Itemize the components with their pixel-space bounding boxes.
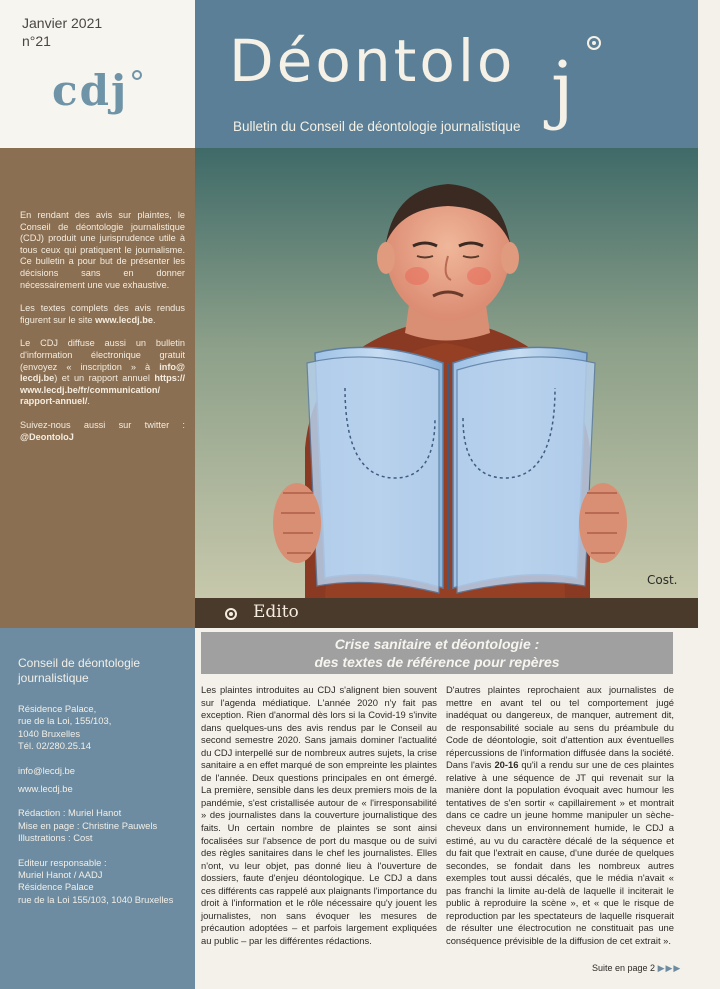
address-line: Résidence Palace, <box>18 703 97 714</box>
intro-paragraph: En rendant des avis sur plaintes, le Conseil de déontologie journalistique (CDJ) produit une jurisprudence utile à tous ceux qui pratiquent le journalisme. Ce bulletin a pour but de présenter les décisions sans en donner nécessairement une vue exhaustive. <box>20 210 185 290</box>
article-text: D'autres plaintes reprochaient aux journalistes de mettre en avant tel ou tel comportement jugé inadéquat ou dangereux, de manquer, autrement dit, de responsabilité sociale au sens du préambule du Code de déontologie, soit d'attention aux éventuelles répercussions de l'information diffusée dans la société. Dans l'avis <box>446 684 674 771</box>
continued-note <box>592 963 681 974</box>
address-line: 1040 Bruxelles <box>18 727 81 739</box>
newsletter-email[interactable]: info@ lecdj.be <box>20 361 185 384</box>
address-block <box>18 703 187 753</box>
address-line: rue de la Loi, 155/103, <box>18 715 112 727</box>
twitter-paragraph <box>20 420 185 443</box>
article-right-column <box>446 684 674 947</box>
contact-website[interactable]: www.lecdj.be <box>18 783 73 795</box>
twitter-handle[interactable]: @DeontoloJ <box>20 431 74 442</box>
masthead-panel <box>195 0 698 148</box>
report-text: ) et un rapport annuel <box>54 373 155 384</box>
contact-sidebar <box>0 628 195 989</box>
logo-ring-icon <box>132 70 142 80</box>
online-block <box>18 765 187 796</box>
issue-date: Janvier 2021 <box>22 15 103 31</box>
arrow-icon: ▶▶▶ <box>657 963 682 973</box>
site-paragraph <box>20 303 185 326</box>
site-link[interactable]: www.lecdj.be <box>95 314 153 325</box>
continued-text: Suite en page 2 <box>592 963 656 973</box>
header-left-panel <box>0 0 195 148</box>
article-paragraph <box>446 684 674 947</box>
cdj-logo-text: cdj <box>52 66 129 115</box>
page-margin <box>698 0 720 989</box>
cover-illustration <box>195 148 698 598</box>
man-reading-mask-illustration <box>195 148 698 598</box>
masthead-title: Déontolo <box>229 27 516 95</box>
article-title <box>201 632 673 674</box>
newsletter-text: Le CDJ diffuse aussi un bulletin d'information électronique gratuit (envoyez « inscription » à <box>20 338 185 372</box>
article-text: qu'il a rendu sur une de ces plaintes relative à une séquence de JT qui revenait sur la manière dont la population évoquait avec humour les tentatives de s'en sortir « capillairement » et montrait dans ce cadre un jeune homme manipuler un sèche-cheveux dans un environnement humide, le CDJ a estimé, au vu du caractère décalé de la séquence et du fait que l'extrait en cause, d'une durée de quelques secondes, se fondait dans les nombreux autres exemples tout aussi décalés, que le média n'avait « pas franchi la limite au-delà de laquelle il inciterait le public à reproduire la scène », et « que le risque de reproduction par les spectateurs de laquelle risquerait de résulter une électrocution ne constituait pas une conséquence prévisible de la diffusion de cet extrait ». <box>446 759 674 946</box>
newsletter-paragraph <box>20 338 185 408</box>
site-end: . <box>152 314 156 325</box>
credit-layout: Mise en page : Christine Pauwels <box>18 819 158 831</box>
publisher-block <box>18 857 187 907</box>
intro-sidebar <box>0 148 195 628</box>
article-title-line: Crise sanitaire et déontologie : <box>334 636 540 652</box>
report-end: . <box>87 396 90 407</box>
publisher-name: Muriel Hanot / AADJ <box>18 869 103 881</box>
publisher-address: rue de la Loi 155/103, 1040 Bruxelles <box>18 893 174 905</box>
masthead-j-letter: j <box>551 46 574 132</box>
issue-info <box>22 14 102 50</box>
credit-illustrations: Illustrations : Cost <box>18 832 93 844</box>
contact-email[interactable]: info@lecdj.be <box>18 764 75 776</box>
article-title-line: des textes de référence pour repères <box>314 654 560 670</box>
report-link[interactable]: https:// www.lecdj.be/fr/communication/ rapport-annuel/ <box>20 373 185 407</box>
cdj-logo <box>52 66 128 115</box>
issue-number: n°21 <box>22 33 51 49</box>
eye-icon <box>225 608 237 620</box>
masthead-subtitle: Bulletin du Conseil de déontologie journalistique <box>233 119 521 134</box>
credits-block <box>18 807 187 844</box>
twitter-text: Suivez-nous aussi sur twitter : <box>20 419 185 430</box>
edito-label: Edito <box>253 602 299 622</box>
edito-bar <box>195 598 698 628</box>
eye-icon <box>587 36 601 50</box>
site-text: Les textes complets des avis rendus figurent sur le site <box>20 303 185 325</box>
article-left-column <box>201 684 437 947</box>
illustration-signature: Cost. <box>647 573 678 587</box>
publisher-label: Editeur responsable : <box>18 856 107 868</box>
article-paragraph: Les plaintes introduites au CDJ s'alignent bien souvent sur l'agenda médiatique. L'année 2020 n'y fait pas exception. Rien d'anormal dès lors si la Covid-19 s'invite dans quelques-uns des avis rendus par le Conseil au second semestre 2020. Sans jamais dominer l'actualité du CDJ interpellé sur de nombreux autres sujets, la crise sanitaire a en effet marqué de son empreinte les plaintes de l'année. Deux questions principales en ont émergé. La première, sensible dans les deux premiers mois de la pandémie, s'est cristallisée autour de « l'irresponsabilité » des journalistes dans la couverture journalistique des faits. Un certain nombre de plaintes se sont ainsi focalisées sur l'absence de port du masque ou de suivi des règles sanitaires dans le chef les journalistes. Elles n'ont, vu leur objet, pas donné lieu à l'ouverture de dossiers, faute d'enjeu déontologique. Le CDJ a dans ces différents cas rappelé aux plaignants l'importance du droit à l'information et le rôle nécessaire qu'y jouent les journalistes, non sans évoquer les mesures de précaution adoptées – et parfois largement expliquées au public – par les différentes rédactions. <box>201 684 437 946</box>
credit-redaction: Rédaction : Muriel Hanot <box>18 807 122 819</box>
avis-reference: 20-16 <box>494 759 519 771</box>
phone-number: Tél. 02/280.25.14 <box>18 740 91 752</box>
organization-name: Conseil de déontologie journalistique <box>18 656 141 685</box>
publisher-address: Résidence Palace <box>18 881 94 893</box>
